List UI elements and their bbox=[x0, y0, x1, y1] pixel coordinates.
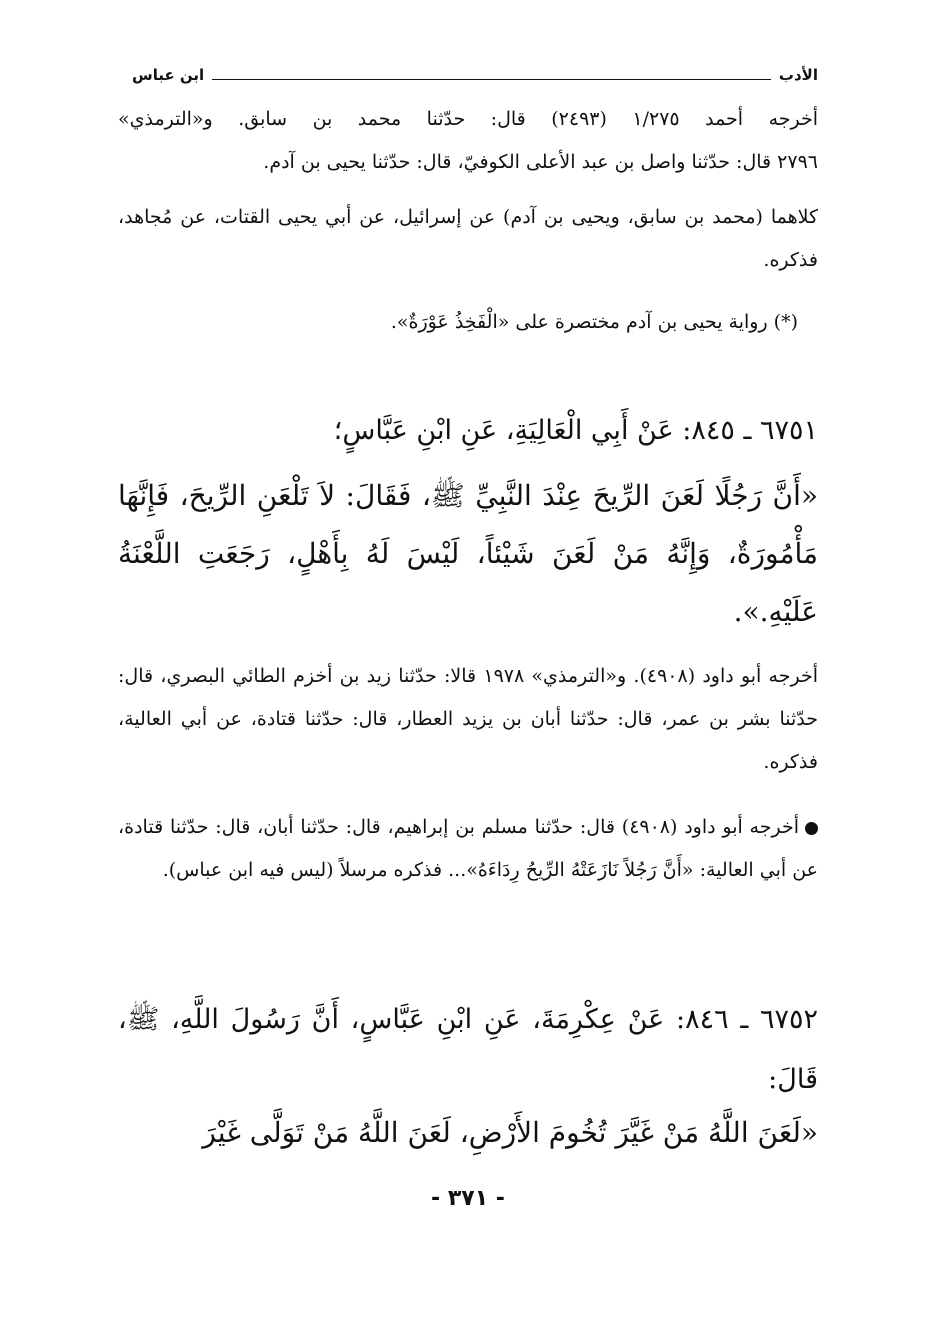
takhrij-1-line-1: أخرجه أحمد ١/٢٧٥ (٢٤٩٣) قال: حدّثنا محمد بن سابق. و«الترمذي» bbox=[118, 108, 819, 130]
star-note-text: (*) رواية يحيى بن آدم مختصرة على «الْفَخِذُ عَوْرَةٌ». bbox=[390, 311, 798, 333]
star-note bbox=[118, 302, 818, 342]
takhrij-paragraph-2 bbox=[118, 196, 818, 282]
header-section-title: الأدب bbox=[778, 66, 818, 84]
header-rule bbox=[212, 79, 771, 80]
takhrij-paragraph-3 bbox=[118, 655, 818, 784]
takhrij-3-text: أخرجه أبو داود (٤٩٠٨). و«الترمذي» ١٩٧٨ قالا: حدّثنا زيد بن أخزم الطائي البصري، قال: حدّثنا بشر بن عمر، قال: حدّثنا أبان بن يزيد العطار، قال: حدّثنا قتادة، عن أبي العالية، فذكره. bbox=[118, 665, 818, 773]
hadith-6752-isnad bbox=[118, 990, 818, 1110]
hadith-6752-isnad-text: ٦٧٥٢ ـ ٨٤٦: عَنْ عِكْرِمَةَ، عَنِ ابْنِ عَبَّاسٍ، أَنَّ رَسُولَ اللَّهِ، ﷺ، قَالَ: bbox=[118, 1004, 818, 1095]
hadith-6751-matn-text: «أَنَّ رَجُلًا لَعَنَ الرِّيحَ عِنْدَ النَّبِيِّ ﷺ، فَقَالَ: لاَ تَلْعَنِ الرِّيحَ، فَإِنَّهَا مَأْمُورَةٌ، وَإِنَّهُ مَنْ لَعَنَ شَيْئاً، لَيْسَ لَهُ بِأَهْلٍ، رَجَعَتِ اللَّعْنَةُ عَلَيْهِ.». bbox=[118, 479, 818, 628]
hadith-6751-isnad bbox=[118, 401, 818, 461]
hadith-6752-matn-text: «لَعَنَ اللَّهُ مَنْ غَيَّرَ تُخُومَ الأَرْضِ، لَعَنَ اللَّهُ مَنْ تَوَلَّى غَيْرَ bbox=[202, 1116, 818, 1149]
running-header bbox=[132, 60, 818, 84]
takhrij-4-body: أخرجه أبو داود (٤٩٠٨) قال: حدّثنا مسلم بن إبراهيم، قال: حدّثنا أبان، قال: حدّثنا قتادة، عن أبي العالية: «أَنَّ رَجُلاً نَازَعَتْهُ الرِّيحُ رِدَاءَهُ»... فذكره مرسلاً (ليس فيه ابن عباس). bbox=[118, 816, 818, 881]
header-running-title: ابن عباس bbox=[132, 66, 205, 84]
hadith-6751-matn bbox=[118, 467, 818, 641]
hadith-6751-isnad-text: ٦٧٥١ ـ ٨٤٥: عَنْ أَبِي الْعَالِيَةِ، عَنِ ابْنِ عَبَّاسٍ؛ bbox=[333, 415, 818, 446]
takhrij-2-text: كلاهما (محمد بن سابق، ويحيى بن آدم) عن إسرائيل، عن أبي يحيى القتات، عن مُجاهد، فذكره. bbox=[118, 206, 818, 271]
hadith-6752-matn bbox=[118, 1104, 818, 1162]
bullet-dot bbox=[805, 822, 818, 835]
takhrij-paragraph-4 bbox=[118, 806, 818, 892]
page-number: - ٣٧١ - bbox=[431, 1186, 505, 1211]
takhrij-4-text bbox=[118, 806, 818, 892]
takhrij-paragraph-1 bbox=[118, 98, 818, 184]
takhrij-1-line-2: ٢٧٩٦ قال: حدّثنا واصل بن عبد الأعلى الكوفيّ، قال: حدّثنا يحيى بن آدم. bbox=[263, 151, 818, 173]
